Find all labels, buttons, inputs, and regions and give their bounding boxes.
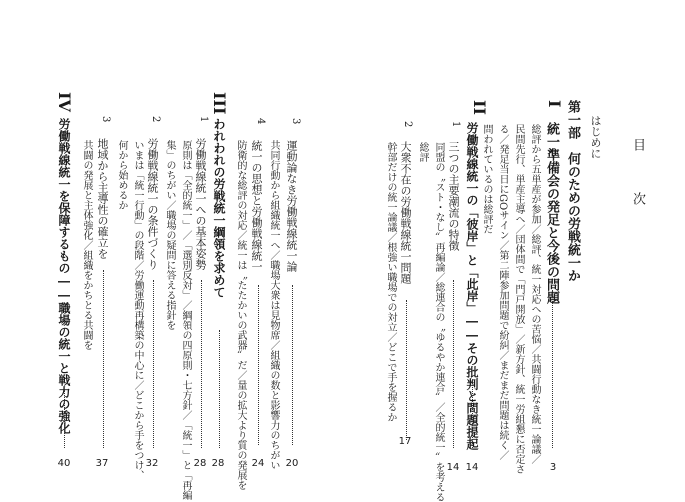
section-ii-title: 労働戦線統一の「彼岸」と「此岸」――その批判と問題提起 (465, 122, 479, 450)
section-iv-title: 労働戦線統一を保障するもの――職場の統一と戦力の強化 (57, 118, 71, 434)
section-ii-item-3-page: 20 (285, 458, 299, 469)
section-iii-item-2-page: 32 (145, 458, 159, 469)
section-iii-item-1-number: 1 (198, 116, 209, 123)
section-ii-page: 14 (465, 462, 479, 473)
section-iii-item-3-page: 37 (95, 458, 109, 469)
section-iii-item-1-body-1: 原則は「全的統一」／「選別反対」／綱領の四原則・七方針／「統一」と「再編 (180, 140, 191, 500)
section-iii-item-1-page: 28 (193, 458, 207, 469)
section-ii-item-1-title: 三つの主要潮流の特徴 (447, 141, 460, 251)
section-numeral-iii: III (210, 92, 229, 115)
section-iii-item-2-leader (153, 280, 154, 448)
section-i-leader (552, 290, 553, 448)
section-ii-leader (472, 380, 473, 448)
section-iii-leader (219, 330, 220, 448)
section-iii-item-2-number: 2 (150, 116, 161, 123)
section-iv-leader (64, 390, 65, 448)
section-ii-item-2-title: 大衆不在の労働戦線統一問題 (399, 141, 412, 284)
section-ii-item-2-body-1: 幹部だけの統一論議／根強い職場での対立／どこで手を握るか (385, 142, 396, 422)
section-i-body-1: 総評から五単産が参加／総評、統一対応への苦悩／共闘行動なき統一論議／ (529, 124, 540, 464)
section-ii-item-4-body-1: 防衛的な総評の対応／統一は〝たたかいの武器〟だ／量の拡大より質の発展を (235, 140, 246, 490)
section-iii-title: われわれの労戦統一綱領を求めて (212, 118, 226, 298)
section-ii-item-4-leader (258, 285, 259, 445)
section-i-page: 3 (549, 462, 557, 473)
intro-heading: はじめに (589, 115, 602, 159)
section-i-title: 統一準備会の発足と今後の問題 (544, 122, 559, 304)
section-iv-page: 40 (57, 458, 71, 469)
section-ii-item-1-leader (453, 280, 454, 448)
section-numeral-ii: II (470, 100, 489, 115)
section-ii-item-1-number: 1 (450, 121, 461, 128)
section-numeral-iv: IV (55, 92, 74, 112)
section-ii-item-3-number: 3 (290, 118, 301, 125)
section-iii-item-1-leader (201, 280, 202, 448)
section-i-body-2: 民間先行、単産主導へ／団体間で「門戸開放」／新方針、統一労組懇に否定さ (513, 124, 524, 474)
section-numeral-i: I (545, 100, 564, 108)
section-iii-item-2-body-1: いまは「統一行動」の段階／労働運動再構築の中心に／どこから手をつけ、 (132, 140, 143, 480)
section-i-body-3: る／発足当日にGOサイン／第二陣参加問題で紛糾／まだまだ問題は続く／ (497, 124, 508, 461)
section-iii-item-3-body-1: 共闘の発展と主体強化／組織をかちとる共闘を (81, 140, 92, 350)
section-iii-item-2-body-2: 何から始めるか (116, 140, 127, 210)
section-i-body-4: 問われているのは総評だ (481, 124, 492, 234)
section-ii-item-1-body-1: 同盟の〝スト・なし〟再編論／総連合の〝ゆるやか連合〟／全的統一〟を考える (433, 142, 444, 502)
section-ii-item-2-page: 17 (398, 436, 412, 447)
section-ii-item-4-title: 統一の思想と労働戦線統一 (250, 140, 263, 272)
section-iii-item-3-number: 3 (100, 116, 111, 123)
section-ii-item-4-number: 4 (255, 118, 266, 125)
section-ii-item-2-number: 2 (402, 121, 413, 128)
section-iii-item-1-body-2: 集」のちがい／職場の疑問に答える指針を (164, 140, 175, 330)
section-iii-item-1-title: 労働戦線統一への基本姿勢 (194, 138, 207, 270)
section-ii-item-1-body-2: 総評 (417, 142, 428, 162)
section-ii-item-3-body-1: 共同行動から組織統一へ／職場大衆は見物席／組織の数と影響力のちがい (268, 140, 279, 470)
section-ii-item-3-leader (292, 285, 293, 445)
section-ii-item-2-leader (406, 300, 407, 440)
section-iii-item-3-title: 地域から主導性の確立を (96, 138, 109, 259)
section-iii-page: 28 (211, 458, 225, 469)
section-ii-item-3-title: 運動論なき労働戦線統一論 (285, 140, 298, 272)
section-ii-item-4-page: 24 (251, 458, 265, 469)
part-one-heading: 第一部 何のための労戦統一か (565, 100, 580, 282)
section-ii-item-1-page: 14 (446, 462, 460, 473)
section-iii-item-3-leader (103, 270, 104, 448)
toc-title: 目 次 (630, 138, 645, 219)
section-iii-item-2-title: 労働戦線統一の条件づくり (146, 138, 159, 270)
